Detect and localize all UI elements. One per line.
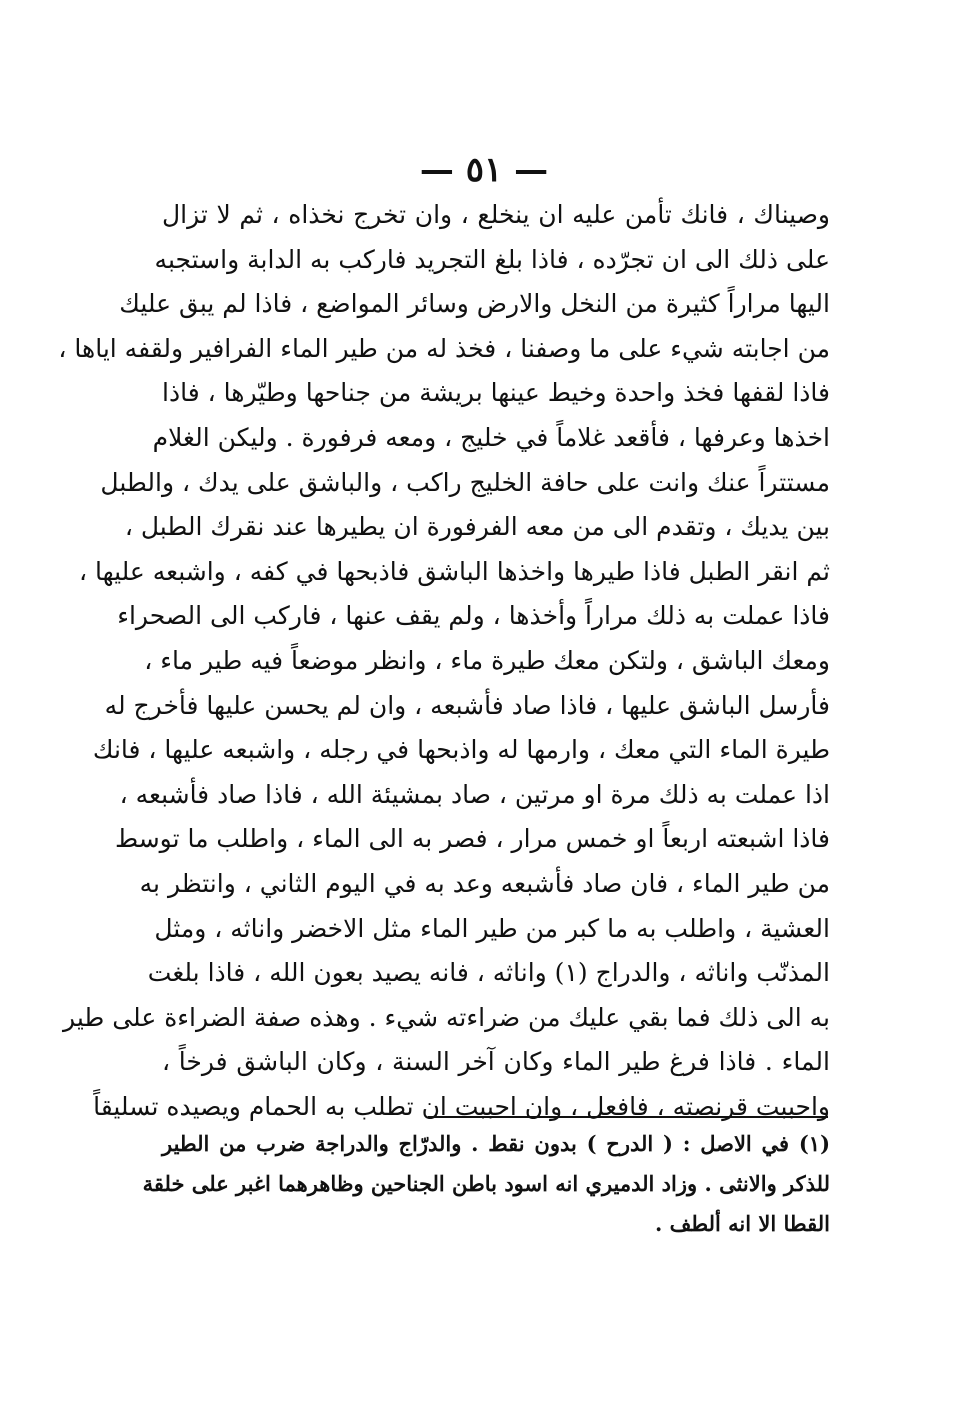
text-line: ثم انقر الطبل فاذا طيرها واخذها الباشق فاذبحها في كفه ، واشبعه عليها ، <box>78 556 830 586</box>
text-line: وصيناك ، فانك تأمن عليه ان ينخلع ، وان تخرج نخذاه ، ثم لا تزال <box>162 200 830 229</box>
footnote-line: القطا الا انه ألطف . <box>655 1211 830 1236</box>
text-line: فاذا اشبعته اربعاً او خمس مرار ، فصر به الى الماء ، واطلب ما توسط <box>114 824 830 854</box>
body-text <box>58 193 830 1129</box>
text-line: فأرسل الباشق عليها ، فاذا صاد فأشبعه ، وان لم يحسن عليها فأخرج له <box>104 690 830 720</box>
footnote-divider <box>428 1116 828 1118</box>
text-line: العشية ، واطلب به ما كبر من طير الماء مثل الاخضر واناثه ، ومثل <box>154 913 830 943</box>
text-line: ومعك الباشق ، ولتكن معك طيرة ماء ، وانظر موضعاً فيه طير ماء ، <box>144 645 830 675</box>
text-line: اخذها وعرفها ، فأقعد غلاماً في خليج ، ومعه فرفورة . وليكن الغلام <box>152 422 830 452</box>
text-line: مستتراً عنك وانت على حافة الخليج راكب ، والباشق على يدك ، والطبل <box>100 467 830 497</box>
footnote-line: (١) في الاصل : ( الدرح ) بدون نقط . والدرّاج والدراجة ضرب من الطير <box>162 1131 830 1156</box>
text-line: فاذا لقفها فخذ واحدة وخيط عينها بريشة من جناحها وطيّرها ، فاذا <box>162 378 830 408</box>
text-line: طيرة الماء التي معك ، وارمها له واذبحها في رجله ، واشبعه عليها ، فانك <box>92 735 830 765</box>
text-line: بين يديك ، وتقدم الى من معه الفرفورة ان يطيرها عند نقرك الطبل ، <box>124 512 830 542</box>
text-line: فاذا عملت به ذلك مراراً وأخذها ، ولم يقف عنها ، فاركب الى الصحراء <box>117 601 830 631</box>
text-line: الماء . فاذا فرغ طير الماء وكان آخر السنة ، وكان الباشق فرخاً ، <box>162 1047 830 1077</box>
text-line: المذنّب واناثه ، والدراج (١) واناثه ، فانه يصيد بعون الله ، فاذا بلغت <box>147 958 830 988</box>
text-line: من اجابته شيء على ما وصفنا ، فخذ له من طير الماء الفرافير ولقفه اياها ، <box>58 333 830 363</box>
text-line: واحببت قرنصته ، فافعل ، وان احببت ان تطلب به الحمام ويصيده تسليقاً <box>93 1091 830 1121</box>
text-line: اذا عملت به ذلك مرة او مرتين ، صاد بمشيئة الله ، فاذا صاد فأشبعه ، <box>119 779 830 809</box>
text-line: اليها مراراً كثيرة من النخل والارض وسائر المواضع ، فاذا لم يبق عليك <box>119 289 830 319</box>
text-line: به الى ذلك فما بقي عليك من ضراءته شيء . وهذه صفة الضراءة على طير <box>63 1002 830 1032</box>
text-line: على ذلك الى ان تجرّده ، فاذا بلغ التجريد فاركب به الدابة واستجبه <box>154 244 830 274</box>
page-number: — ٥١ — <box>419 150 549 190</box>
footnotes <box>142 1124 830 1244</box>
footnote-line: للذكر والانثى . وزاد الدميري انه اسود باطن الجناحين وظاهرهما اغبر على خلقة <box>142 1171 830 1196</box>
text-line: من طير الماء ، فان صاد فأشبعه وعد به في اليوم الثاني ، وانتظر به <box>139 868 830 898</box>
